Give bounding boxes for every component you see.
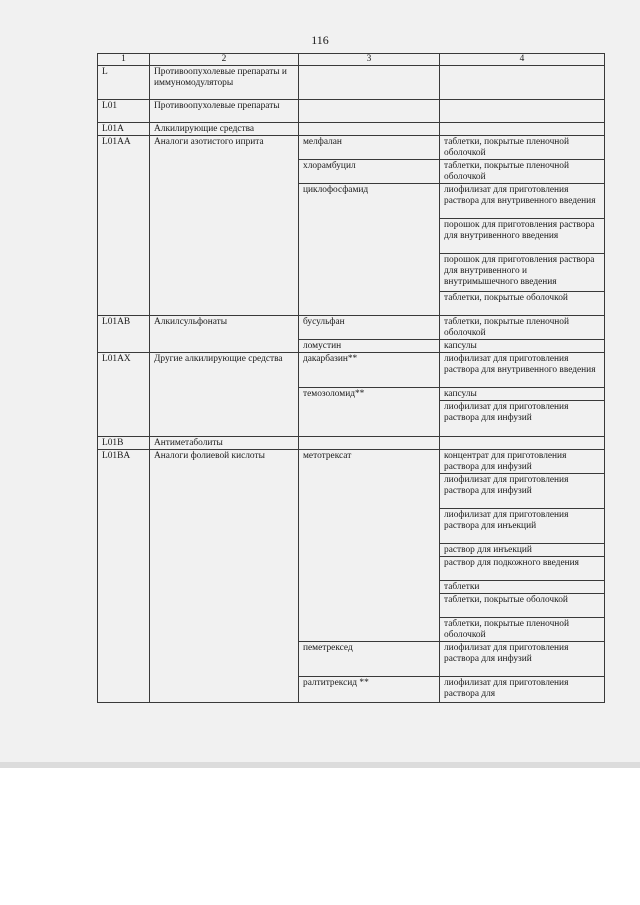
table-cell <box>440 123 605 136</box>
page-number: 116 <box>311 33 329 47</box>
table-cell: дакарбазин** <box>299 353 440 388</box>
table-cell: таблетки, покрытые пленочной оболочкой <box>440 316 605 340</box>
table-cell: Алкилирующие средства <box>150 123 299 136</box>
table-row <box>98 353 605 388</box>
table-cell: хлорамбуцил <box>299 160 440 184</box>
table-cell: L01B <box>98 437 150 450</box>
table-cell <box>440 66 605 100</box>
table-cell <box>440 100 605 123</box>
table-header-row <box>98 54 605 66</box>
table-cell: порошок для приготовления раствора для внутривенного введения <box>440 219 605 254</box>
table-row <box>98 100 605 123</box>
table-cell: Аналоги азотистого иприта <box>150 136 299 316</box>
table-cell: L01A <box>98 123 150 136</box>
table-cell: циклофосфамид <box>299 184 440 316</box>
table-cell: бусульфан <box>299 316 440 340</box>
table-cell: таблетки, покрытые пленочной оболочкой <box>440 160 605 184</box>
table-cell <box>299 100 440 123</box>
table-cell: Противоопухолевые препараты и иммуномодуляторы <box>150 66 299 100</box>
table-cell: ломустин <box>299 340 440 353</box>
scan-edge <box>0 762 640 768</box>
table-row <box>98 450 605 474</box>
table-cell: лиофилизат для приготовления раствора для инфузий <box>440 401 605 437</box>
table-cell: темозоломид** <box>299 388 440 437</box>
drug-classification-table <box>97 53 605 703</box>
table-cell: L01AX <box>98 353 150 437</box>
table-cell: пеметрексед <box>299 642 440 677</box>
table-cell: Аналоги фолиевой кислоты <box>150 450 299 703</box>
table-cell <box>299 123 440 136</box>
table-row <box>98 66 605 100</box>
column-header: 2 <box>150 54 299 66</box>
table-cell: Другие алкилирующие средства <box>150 353 299 437</box>
table-cell <box>299 66 440 100</box>
table-cell: порошок для приготовления раствора для внутривенного и внутримышечного введения <box>440 254 605 292</box>
table-cell: ралтитрексид ** <box>299 677 440 703</box>
table-cell: L01AA <box>98 136 150 316</box>
table-cell <box>440 437 605 450</box>
table-cell: капсулы <box>440 388 605 401</box>
table-cell: L01AB <box>98 316 150 353</box>
table-cell: таблетки, покрытые пленочной оболочкой <box>440 618 605 642</box>
table-cell: таблетки, покрытые оболочкой <box>440 594 605 618</box>
table-cell: лиофилизат для приготовления раствора для инфузий <box>440 474 605 509</box>
table-cell: L <box>98 66 150 100</box>
column-header: 3 <box>299 54 440 66</box>
table-row <box>98 316 605 340</box>
column-header: 4 <box>440 54 605 66</box>
table-cell: Алкилсульфонаты <box>150 316 299 353</box>
table-cell: L01 <box>98 100 150 123</box>
table-cell: концентрат для приготовления раствора для инфузий <box>440 450 605 474</box>
table-cell: таблетки <box>440 581 605 594</box>
table-cell <box>299 437 440 450</box>
table-cell: лиофилизат для приготовления раствора для инфузий <box>440 642 605 677</box>
table-cell: лиофилизат для приготовления раствора для внутривенного введения <box>440 353 605 388</box>
table-row <box>98 437 605 450</box>
table-cell: раствор для инъекций <box>440 544 605 557</box>
table-row <box>98 123 605 136</box>
table-cell: лиофилизат для приготовления раствора для <box>440 677 605 703</box>
table-cell: раствор для подкожного введения <box>440 557 605 581</box>
column-header: 1 <box>98 54 150 66</box>
table-cell: метотрексат <box>299 450 440 642</box>
table-cell: лиофилизат для приготовления раствора для внутривенного введения <box>440 184 605 219</box>
table-row <box>98 136 605 160</box>
table-cell: лиофилизат для приготовления раствора для инъекций <box>440 509 605 544</box>
table-cell: капсулы <box>440 340 605 353</box>
table-cell: таблетки, покрытые оболочкой <box>440 292 605 316</box>
table-cell: L01BA <box>98 450 150 703</box>
table-cell: Противоопухолевые препараты <box>150 100 299 123</box>
table-cell: Антиметаболиты <box>150 437 299 450</box>
table-cell: таблетки, покрытые пленочной оболочкой <box>440 136 605 160</box>
table-cell: мелфалан <box>299 136 440 160</box>
